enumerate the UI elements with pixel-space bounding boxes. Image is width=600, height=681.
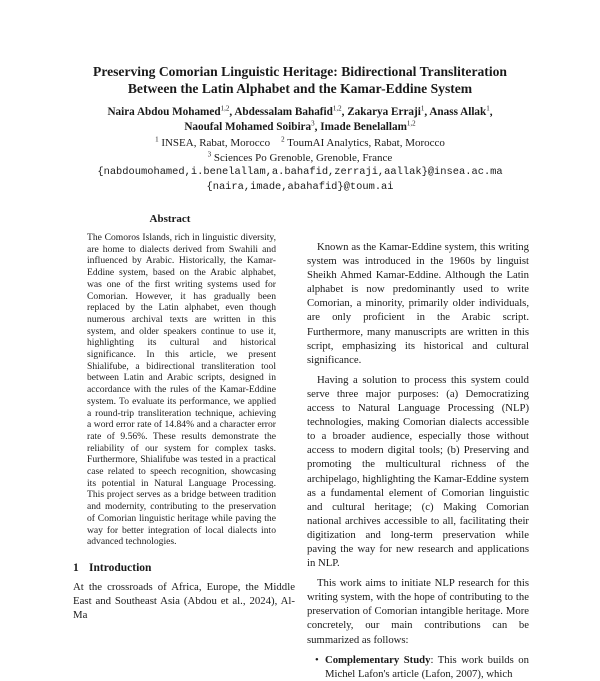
title-line-2: Between the Latin Alphabet and the Kamar-Eddine System (127, 81, 473, 96)
right-column (307, 240, 529, 681)
author-separator: , (341, 106, 348, 118)
affil-sup: 3 (207, 150, 212, 159)
abstract-body: The Comoros Islands, rich in linguistic diversity, are home to dialects derived from Swahili and influenced by Arabic. Historically, the Kamar-Eddine system, based on the Arabic alphabet, was one of the first writing systems used for Comorian. However, it has gradually been replaced by the Latin alphabet, even though numerous archival texts are written in this system, and older speakers continue to use it, highlighting its cultural and historical significance. In this article, we present Shialifube, a bidirectional transliteration tool between Latin and Arabic scripts, designed in accordance with the rules of the Kamar-Eddine system. To evaluate its performance, we applied a round-trip transliteration technique, achieving a word error rate of 14.84% and a character error rate of 9.56%. These results demonstrate the reliability of our system for complex tasks. Furthermore, Shialifube was tested in a practical case related to speech recognition, showcasing its potential in Natural Language Processing. This project serves as a bridge between tradition and modernity, contributing to the preservation of Comorian linguistic heritage while paving the way for better integration of local dialects into advanced technologies. (87, 232, 276, 548)
paragraph-kamar-eddine: Known as the Kamar-Eddine system, this writing system was introduced in the 1960s by linguist Sheikh Ahmed Kamar-Eddine. Although the Latin alphabet is now predominantly used to write Comorian, a minority, primarily older individuals, are only proficient in the Arabic script. Furthermore, many manuscripts are written in this script, emphasizing its historical and cultural significance. (307, 241, 529, 366)
bullet-bold-label: Complementary Study (325, 653, 431, 666)
author-line-2 (50, 120, 550, 135)
paragraph-aims: This work aims to initiate NLP research for this writing system, with the hope of contributing to the preservation of Comorian intangible heritage. More concretely, our main contributions can be summarized as follows: (307, 577, 529, 646)
author-name: Abdessalam Bahafid (234, 106, 333, 118)
author-affil-sup: 1,2 (406, 119, 416, 128)
affiliation-line-2 (50, 151, 550, 165)
author-separator: , (314, 121, 321, 133)
author-affil-sup: 3 (311, 119, 315, 128)
paper-title (60, 63, 540, 97)
author-name: Naira Abdou Mohamed (107, 106, 221, 118)
author-separator: , (424, 106, 430, 118)
author-affil-sup: 1 (420, 104, 425, 113)
affiliation-insea: INSEA, Rabat, Morocco (161, 137, 271, 149)
bullet-text: : This work builds on Michel Lafon's article (Lafon, 2007), which (325, 653, 529, 680)
author-affil-sup: 1 (486, 104, 490, 113)
author-list (50, 105, 550, 135)
affiliation-toumai: ToumAI Analytics, Rabat, Morocco (287, 137, 445, 149)
author-affil-sup: 1,2 (220, 104, 230, 113)
affil-sup: 2 (281, 135, 285, 144)
author-name: Imade Benelallam (320, 121, 407, 133)
title-line-1: Preserving Comorian Linguistic Heritage: Bidirectional Transliteration (93, 64, 507, 79)
affil-sup: 1 (155, 135, 159, 144)
section-heading-introduction (73, 562, 151, 574)
email-line-2: {naira,imade,abahafid}@toum.ai (206, 181, 394, 193)
author-name: Zakarya Erraji (347, 106, 421, 118)
author-name: Naoufal Mohamed Soibira (184, 121, 312, 133)
author-affil-sup: 1,2 (332, 104, 342, 113)
author-separator: , (489, 106, 493, 118)
affiliation-sciences-po: Sciences Po Grenoble, Grenoble, France (213, 152, 393, 164)
affiliation-line-1 (50, 136, 550, 150)
paragraph-purposes: Having a solution to process this system could serve three major purposes: (a) Democratizing access to Natural Language Processing (NLP) technologies, making Comorian dialects accessible to a broader audience, especially those without access to modern digital tools; (b) Preserving and promoting the multicultural richness of the archipelago, highlighting the Kamar-Eddine system as a fundamental element of Comorian linguistic and cultural heritage; (c) Making Comorian national archives accessible to all, facilitating their digitization and long-term preservation while paving the way for new research and applications in NLP. (307, 373, 529, 570)
section-number: 1 (73, 562, 79, 574)
introduction-paragraph: At the crossroads of Africa, Europe, the Middle East and Southeast Asia (Abdou et al., 2024), Al-Ma (73, 581, 295, 621)
list-item (325, 653, 529, 681)
email-line-1: {nabdoumohamed,i.benelallam,a.bahafid,zerraji,aallak}@insea.ac.ma (97, 166, 503, 178)
section-title: Introduction (89, 562, 152, 574)
author-line-1 (50, 105, 550, 120)
author-separator: , (229, 106, 235, 118)
author-name: Anass Allak (429, 106, 487, 118)
contributions-list (307, 653, 529, 681)
abstract-heading: Abstract (149, 213, 191, 225)
